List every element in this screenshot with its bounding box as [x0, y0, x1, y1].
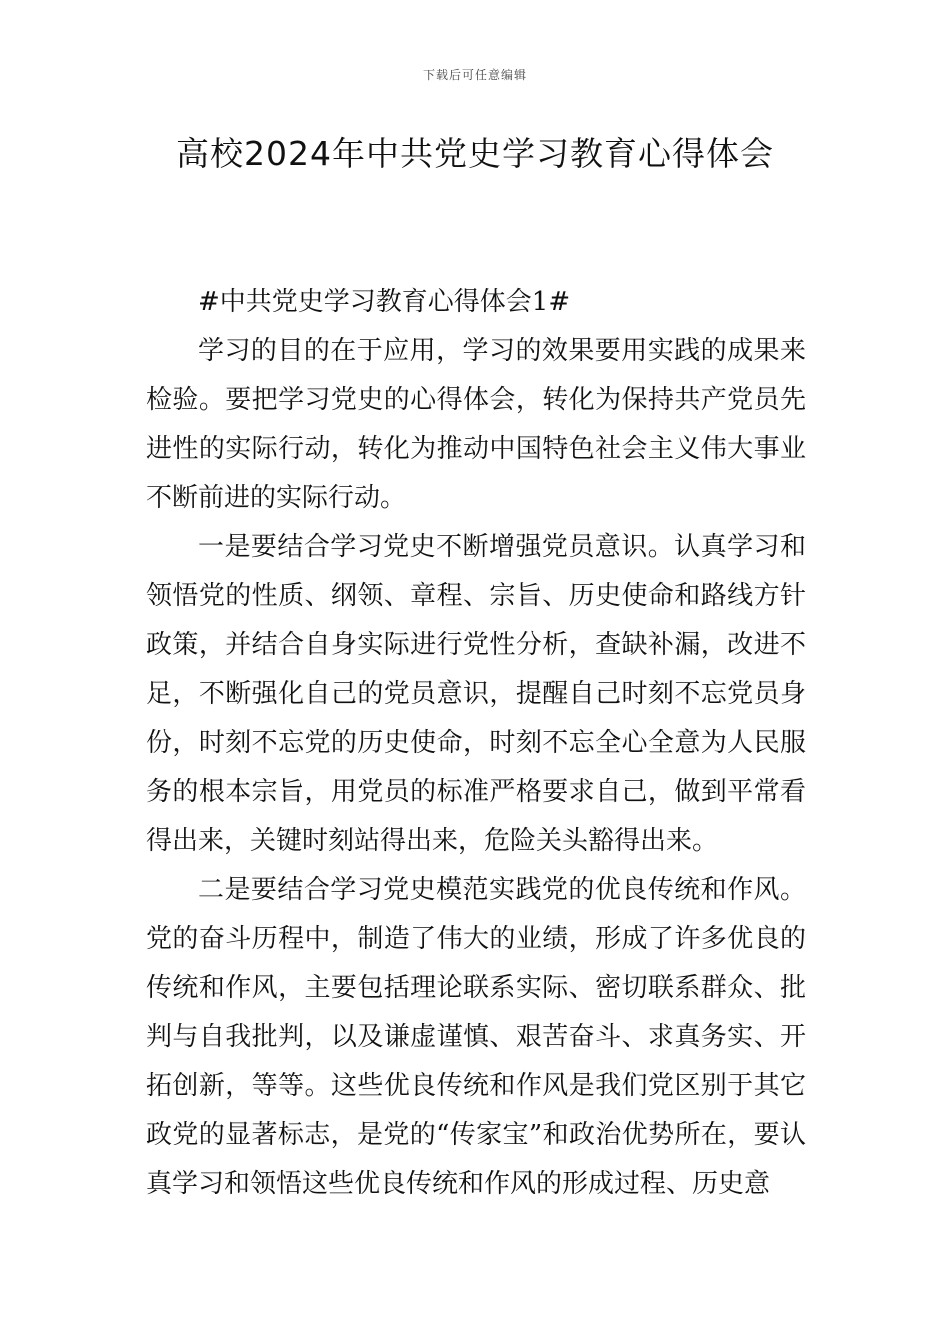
document-body [146, 278, 806, 1209]
paragraph-point-one: 一是要结合学习党史不断增强党员意识。认真学习和领悟党的性质、纲领、章程、宗旨、历史使命和路线方针政策，并结合自身实际进行党性分析，查缺补漏，改进不足，不断强化自己的党员意识，提醒自己时刻不忘党员身份，时刻不忘党的历史使命，时刻不忘全心全意为人民服务的根本宗旨，用党员的标准严格要求自己，做到平常看得出来，关键时刻站得出来，危险关头豁得出来。 [146, 532, 806, 856]
header-note: 下载后可任意编辑 [422, 68, 527, 82]
paragraph-point-two: 二是要结合学习党史模范实践党的优良传统和作风。党的奋斗历程中，制造了伟大的业绩，形成了许多优良的传统和作风，主要包括理论联系实际、密切联系群众、批判与自我批判，以及谦虚谨慎、艰苦奋斗、求真务实、开拓创新，等等。这些优良传统和作风是我们党区别于其它政党的显著标志，是党的“传家宝”和政治优势所在，要认真学习和领悟这些优良传统和作风的形成过程、历史意 [146, 875, 806, 1199]
paragraph-intro: 学习的目的在于应用，学习的效果要用实践的成果来检验。要把学习党史的心得体会，转化为保持共产党员先进性的实际行动，转化为推动中国特色社会主义伟大事业不断前进的实际行动。 [146, 336, 806, 513]
section-heading: #中共党史学习教育心得体会1# [198, 287, 571, 317]
document-title: 高校2024年中共党史学习教育心得体会 [176, 134, 774, 173]
